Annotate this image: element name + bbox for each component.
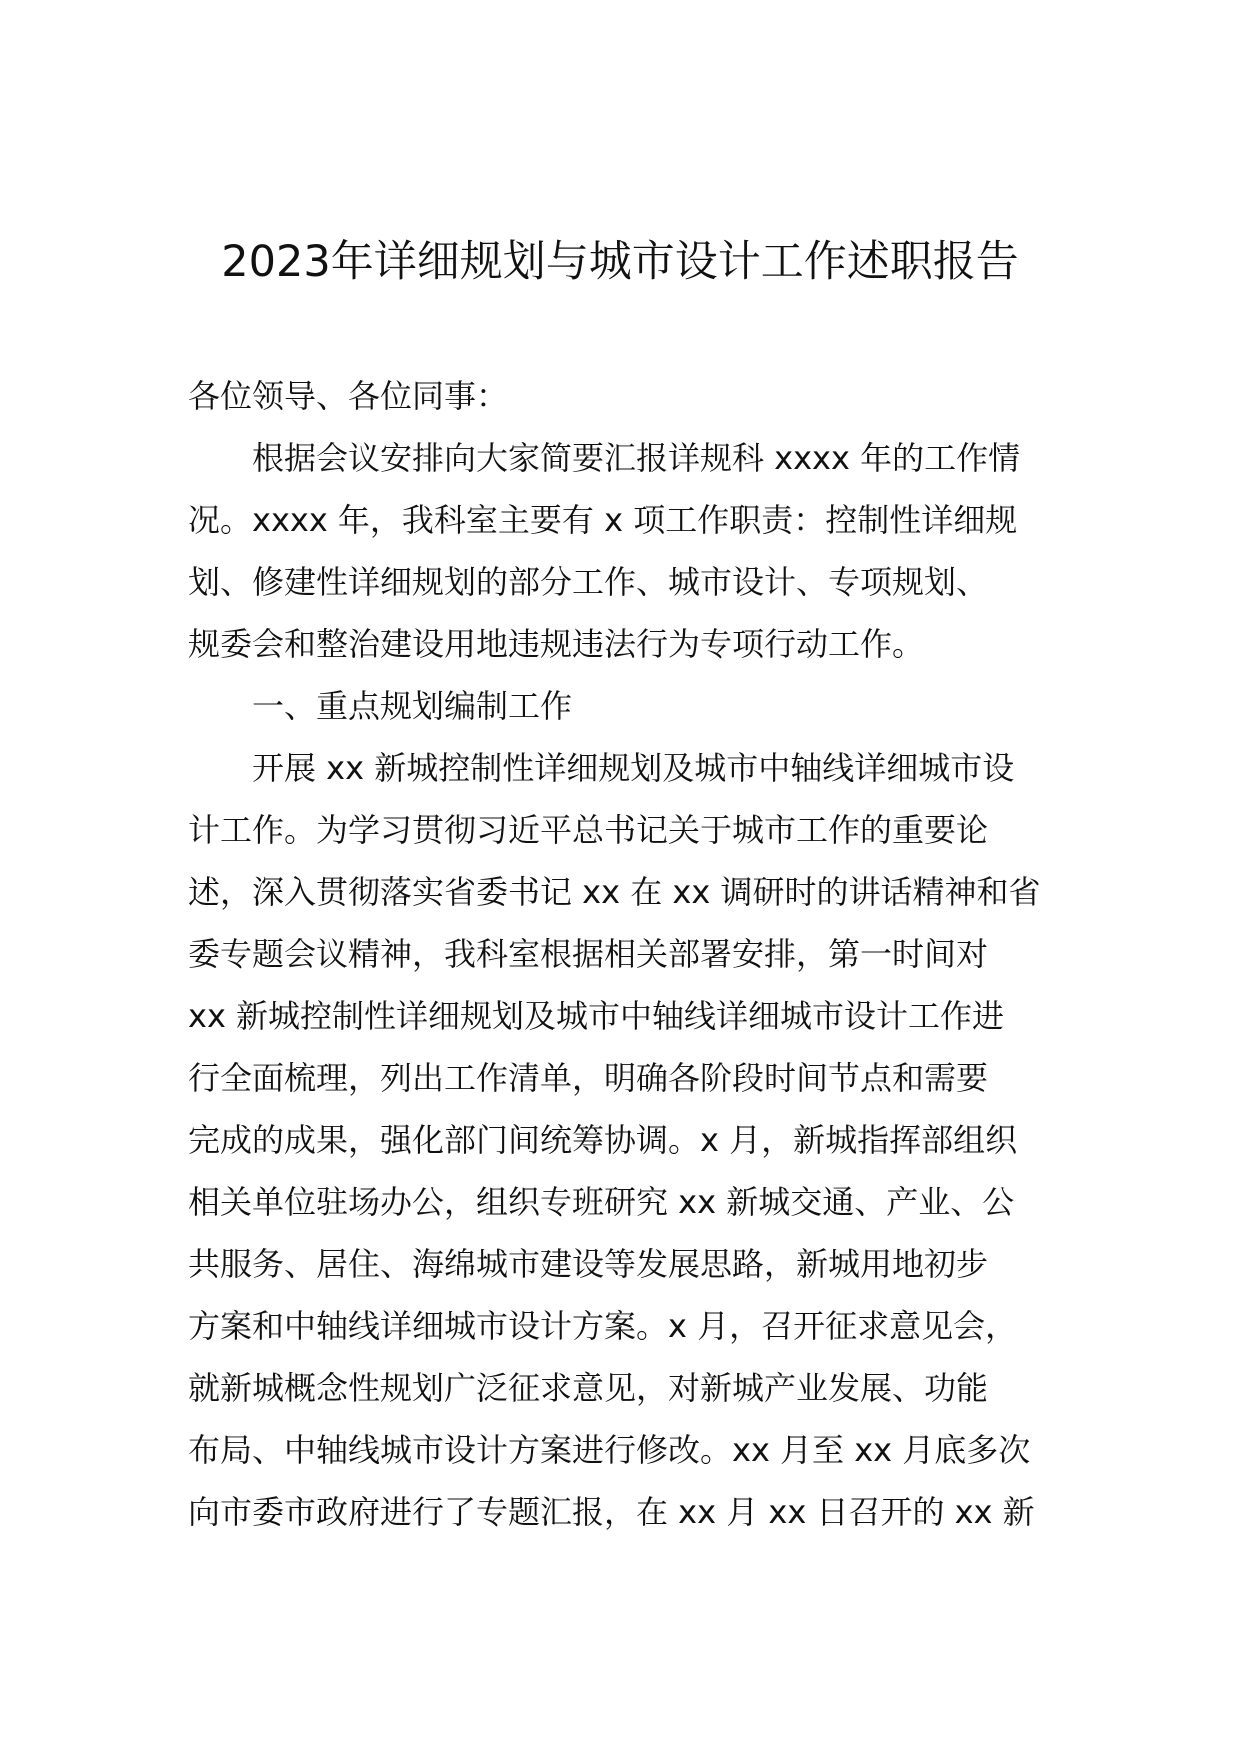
- body-line: 述，深入贯彻落实省委书记 xx 在 xx 调研时的讲话精神和省: [188, 873, 1041, 911]
- body-line: 完成的成果，强化部门间统筹协调。x 月，新城指挥部组织: [188, 1121, 1018, 1159]
- body-line: 根据会议安排向大家简要汇报详规科 xxxx 年的工作情: [252, 439, 1021, 477]
- body-line: 向市委市政府进行了专题汇报，在 xx 月 xx 日召开的 xx 新: [188, 1493, 1035, 1531]
- body-line: xx 新城控制性详细规划及城市中轴线详细城市设计工作进: [188, 997, 1005, 1035]
- body-line: 行全面梳理，列出工作清单，明确各阶段时间节点和需要: [188, 1059, 989, 1097]
- document-title: 2023年详细规划与城市设计工作述职报告: [221, 237, 1019, 287]
- body-line: 共服务、居住、海绵城市建设等发展思路，新城用地初步: [188, 1245, 989, 1283]
- salutation-line: 各位领导、各位同事：: [188, 377, 509, 415]
- body-line: 计工作。为学习贯彻习近平总书记关于城市工作的重要论: [188, 811, 989, 849]
- body-line: 委专题会议精神，我科室根据相关部署安排，第一时间对: [188, 935, 989, 973]
- body-line: 就新城概念性规划广泛征求意见，对新城产业发展、功能: [188, 1369, 989, 1407]
- body-line: 规委会和整治建设用地违规违法行为专项行动工作。: [188, 625, 925, 663]
- body-line: 布局、中轴线城市设计方案进行修改。xx 月至 xx 月底多次: [188, 1431, 1031, 1469]
- body-line: 划、修建性详细规划的部分工作、城市设计、专项规划、: [188, 563, 989, 601]
- body-line: 方案和中轴线详细城市设计方案。x 月，召开征求意见会，: [188, 1307, 1018, 1345]
- body-line: 相关单位驻场办公，组织专班研究 xx 新城交通、产业、公: [188, 1183, 1015, 1221]
- body-line: 开展 xx 新城控制性详细规划及城市中轴线详细城市设: [252, 749, 1015, 787]
- section-heading: 一、重点规划编制工作: [252, 687, 573, 725]
- body-line: 况。xxxx 年，我科室主要有 x 项工作职责：控制性详细规: [188, 501, 1018, 539]
